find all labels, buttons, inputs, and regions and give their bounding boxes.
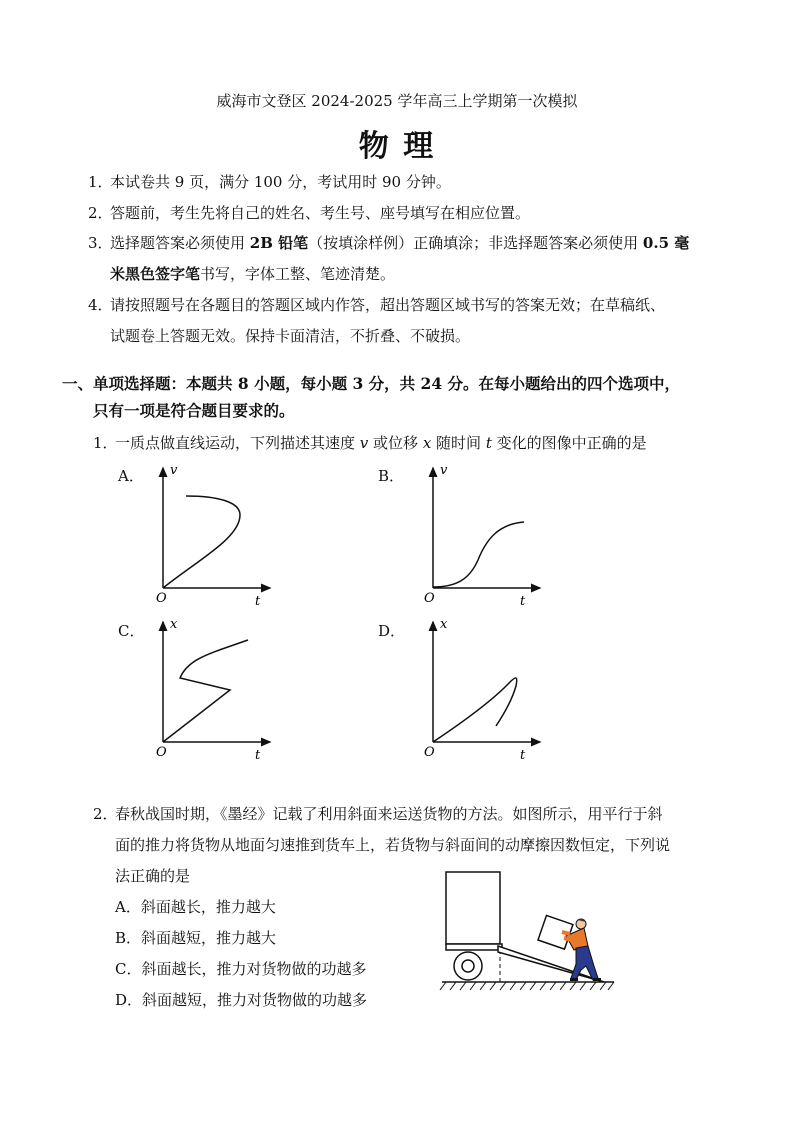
q2-stem-cont-1: 面的推力将货物从地面匀速推到货车上，若货物与斜面间的动摩擦因数恒定，下列说 — [115, 836, 671, 854]
q1-option-c-label: C． — [118, 622, 145, 640]
instruction-1: 1．本试卷共 9 页，满分 100 分，考试用时 90 分钟。 — [88, 173, 451, 191]
section-heading: 一、单项选择题：本题共 8 小题，每小题 3 分，共 24 分。在每小题给出的四个选项中， — [62, 374, 681, 393]
q1-option-d-label: D． — [378, 622, 406, 640]
q2-option-b[interactable]: B．斜面越短，推力越大 — [115, 929, 277, 947]
origin-label: O — [156, 591, 167, 606]
y-axis-label: v — [170, 463, 178, 478]
truck-wheel-hub — [462, 960, 474, 972]
q1-graph-b — [418, 460, 548, 610]
q2-stem: 2．春秋战国时期，《墨经》记载了利用斜面来运送货物的方法。如图所示，用平行于斜 — [93, 805, 663, 823]
exam-title: 威海市文登区 2024-2025 学年高三上学期第一次模拟 — [216, 92, 578, 110]
instruction-2: 2．答题前，考生先将自己的姓名、考生号、座号填写在相应位置。 — [88, 204, 531, 222]
truck-bed — [446, 944, 502, 950]
q2-option-d[interactable]: D．斜面越短，推力对货物做的功越多 — [115, 991, 368, 1009]
y-axis-label: x — [440, 617, 448, 632]
ground-hatching — [440, 982, 614, 990]
subject-title: 物 理 — [358, 129, 436, 164]
x-axis-label: t — [520, 594, 526, 609]
origin-label: O — [424, 591, 435, 606]
x-axis-label: t — [255, 594, 261, 609]
y-axis-label: v — [440, 463, 448, 478]
instruction-3: 3．选择题答案必须使用 2B 铅笔（按填涂样例）正确填涂；非选择题答案必须使用 0.5 毫 — [88, 234, 690, 252]
instruction-4: 4．请按照题号在各题目的答题区域内作答，超出答题区域书写的答案无效；在草稿纸、 — [88, 296, 666, 314]
q2-stem-cont-2: 法正确的是 — [115, 867, 191, 885]
q2-option-c[interactable]: C．斜面越长，推力对货物做的功越多 — [115, 960, 367, 978]
q1-graph-d — [418, 614, 548, 764]
instruction-3-cont: 米黑色签字笔书写，字体工整、笔迹清楚。 — [110, 265, 396, 283]
curve-b — [433, 522, 524, 587]
truck-ramp-illustration — [438, 866, 618, 996]
origin-label: O — [156, 745, 167, 760]
origin-label: O — [424, 745, 435, 760]
q1-option-b-label: B． — [378, 467, 405, 485]
curve-d — [433, 678, 517, 742]
curve-a — [163, 496, 240, 588]
instruction-4-cont: 试题卷上答题无效。保持卡面清洁，不折叠、不破损。 — [110, 327, 471, 345]
q1-graph-a — [148, 460, 278, 610]
q2-option-a[interactable]: A．斜面越长，推力越大 — [115, 898, 276, 916]
x-axis-label: t — [255, 748, 261, 763]
x-axis-label: t — [520, 748, 526, 763]
y-axis-label: x — [170, 617, 178, 632]
q1-stem: 1．一质点做直线运动，下列描述其速度 v 或位移 x 随时间 t 变化的图像中正确的是 — [93, 434, 647, 452]
truck-cargo-box — [446, 872, 500, 944]
curve-c — [163, 640, 248, 742]
section-heading-cont: 只有一项是符合题目要求的。 — [93, 401, 295, 420]
q1-graph-c — [148, 614, 278, 764]
q1-option-a-label: A． — [118, 467, 144, 485]
